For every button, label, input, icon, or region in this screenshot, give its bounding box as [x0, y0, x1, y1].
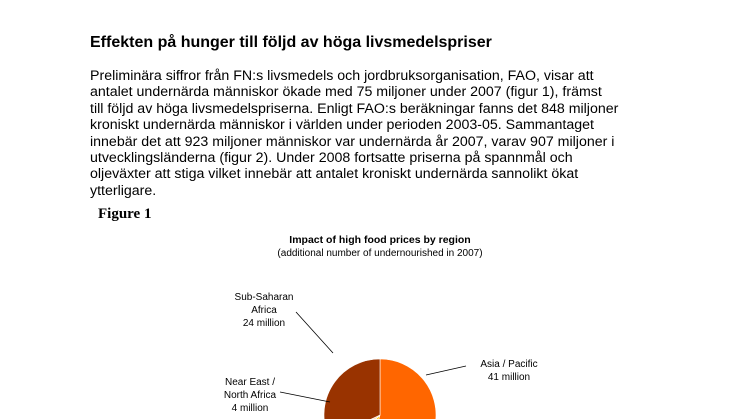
figure-label: Figure 1 — [98, 206, 152, 222]
paragraph-line: ytterligare. — [90, 182, 157, 199]
pie-slice-sub-saharan-africa — [324, 359, 380, 419]
section-heading: Effekten på hunger till följd av höga livsmedelspriser — [90, 34, 492, 51]
leader-line-asia-pacific — [426, 366, 466, 375]
slice-label-line: 4 million — [231, 403, 269, 414]
paragraph-line: oljeväxter att stiga vilket innebär att antalet kroniskt undernärda sannolikt ökat — [90, 166, 579, 183]
pie-slices — [324, 359, 436, 419]
paragraph-line: till följd av höga livsmedelspriserna. Enligt FAO:s beräkningar fanns det 848 miljoner — [90, 100, 619, 117]
slice-label-near-east-north-africa — [210, 376, 290, 415]
slice-label-line: 24 million — [242, 318, 286, 329]
paragraph-line: kroniskt undernärda människor i världen under perioden 2003-05. Sammantaget — [90, 117, 594, 134]
paragraph-line: innebär det att 923 miljoner människor var undernärda år 2007, varav 907 miljoner i — [90, 133, 615, 150]
slice-label-line: Asia / Pacific — [480, 359, 538, 370]
paragraph-line: utvecklingsländerna (figur 2). Under 2008 fortsatte priserna på spannmål och — [90, 150, 573, 167]
slice-label-asia-pacific — [464, 358, 554, 384]
paragraph-line: antalet undernärda människor ökade med 75 miljoner under 2007 (figur 1), främst — [90, 84, 602, 101]
chart-title: Impact of high food prices by region — [289, 234, 471, 246]
slice-label-line: Sub-Saharan — [234, 292, 294, 303]
slice-label-line: Africa — [251, 305, 277, 316]
paragraph-line: Preliminära siffror från FN:s livsmedels och jordbruksorganisation, FAO, visar att — [90, 68, 594, 84]
slice-label-sub-saharan-africa — [219, 291, 309, 330]
chart-subtitle: (additional number of undernourished in 2007) — [277, 248, 483, 259]
slice-label-line: Near East / — [224, 377, 276, 388]
slice-label-line: 41 million — [487, 372, 531, 383]
slice-label-line: North Africa — [223, 390, 277, 401]
